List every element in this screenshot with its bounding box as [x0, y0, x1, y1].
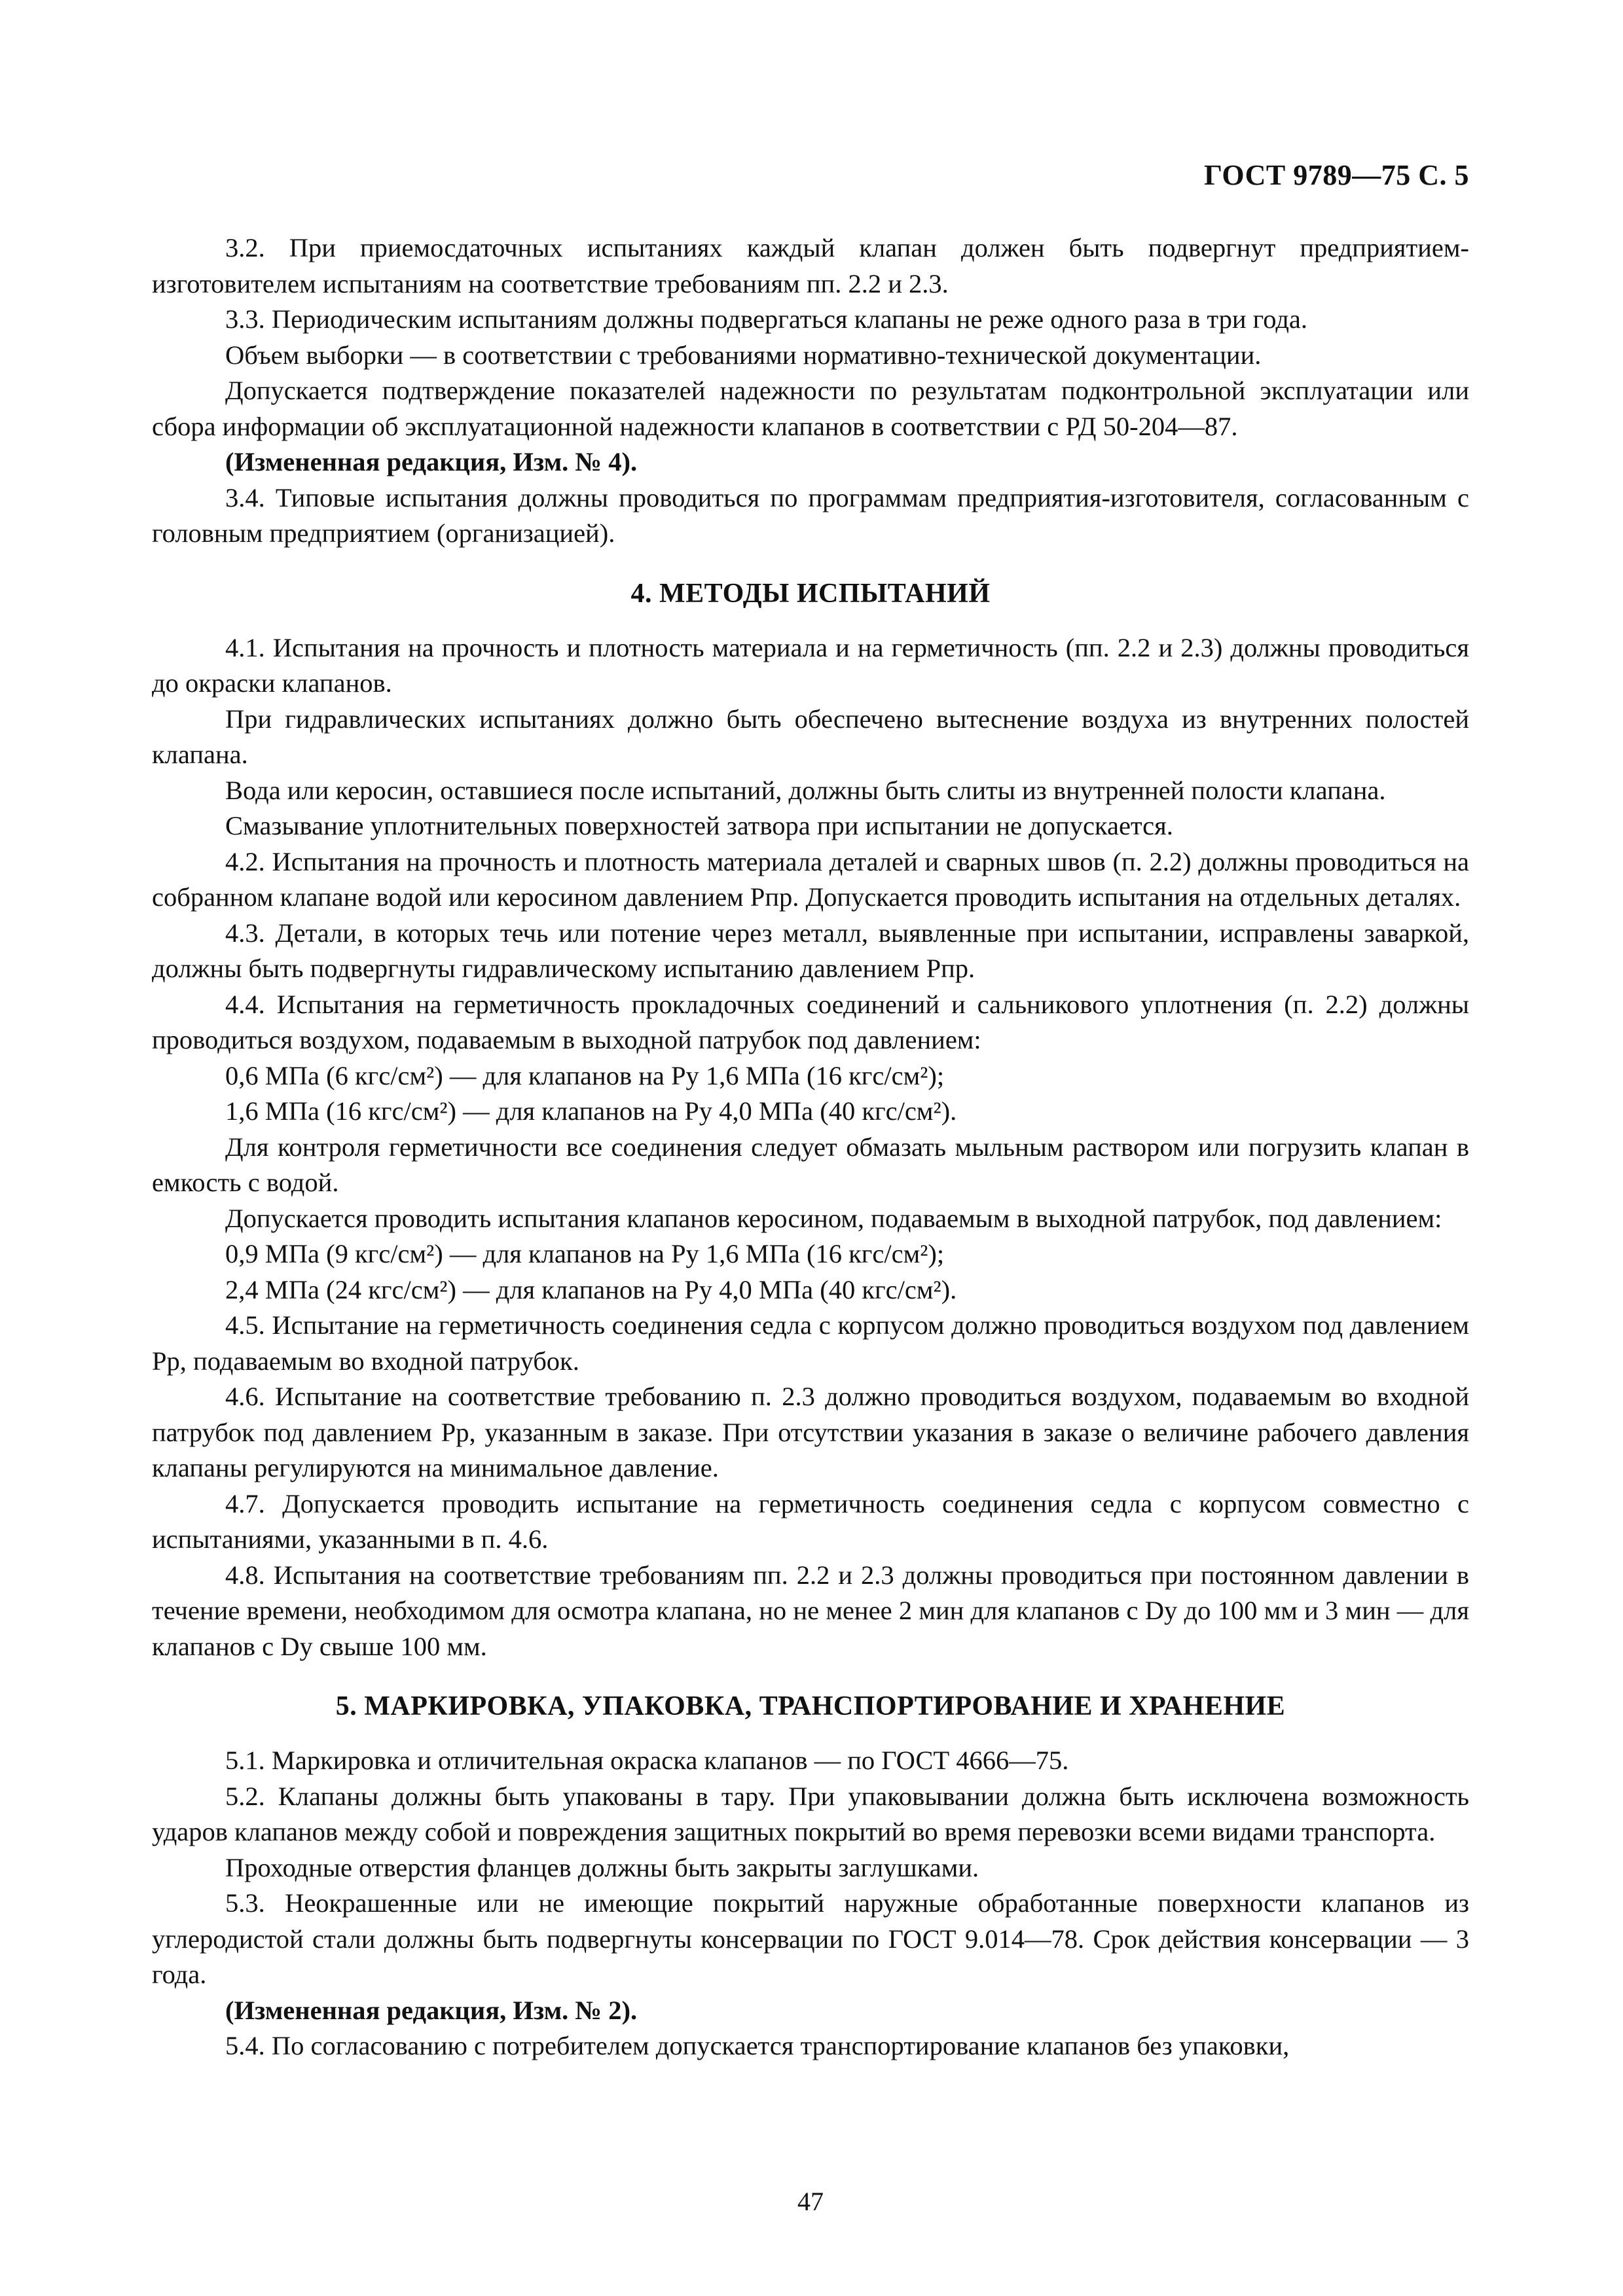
paragraph-4-4-kerosene: Допускается проводить испытания клапанов керосином, подаваемым в выходной патрубок, под давлением:	[225, 1203, 1442, 1233]
paragraph-4-1-air: При гидравлических испытаниях должно быть обеспечено вытеснение воздуха из внутренних полостей клапана.	[152, 704, 1469, 769]
paragraph-4-1-lubrication: Смазывание уплотнительных поверхностей затвора при испытании не допускается.	[225, 811, 1173, 840]
paragraph-4-7: 4.7. Допускается проводить испытание на герметичность соединения седла с корпусом совместно с испытаниями, указанными в п. 4.6.	[152, 1488, 1469, 1554]
paragraph-4-4-pressure-1: 0,6 МПа (6 кгс/см²) — для клапанов на Pу 1,6 МПа (16 кгс/см²);	[225, 1060, 945, 1090]
paragraph-3-4: 3.4. Типовые испытания должны проводиться по программам предприятия-изготовителя, согласованным с головным предприятием (организацией).	[152, 482, 1469, 548]
paragraph-4-4-control: Для контроля герметичности все соединения следует обмазать мыльным раствором или погрузить клапан в емкость с водой.	[152, 1132, 1469, 1197]
document-page	[152, 0, 1469, 2296]
paragraph-5-2-plugs: Проходные отверстия фланцев должны быть закрыты заглушками.	[225, 1852, 979, 1882]
section-5-title: 5. МАРКИРОВКА, УПАКОВКА, ТРАНСПОРТИРОВАНИЕ И ХРАНЕНИЕ	[335, 1691, 1286, 1721]
paragraph-4-3: 4.3. Детали, в которых течь или потение через металл, выявленные при испытании, исправлены заваркой, должны быть подвергнуты гидравлическому испытанию давлением Pпр.	[152, 918, 1469, 983]
paragraph-5-2: 5.2. Клапаны должны быть упакованы в тару. При упаковывании должна быть исключена возможность ударов клапанов между собой и повреждения защитных покрытий во время перевозки всеми видами транспорта.	[152, 1781, 1469, 1846]
paragraph-4-2: 4.2. Испытания на прочность и плотность материала деталей и сварных швов (п. 2.2) должны проводиться на собранном клапане водой или керосином давлением Pпр. Допускается проводить испытания на отдельных деталях.	[152, 846, 1469, 912]
paragraph-4-6: 4.6. Испытание на соответствие требованию п. 2.3 должно проводиться воздухом, подаваемым во входной патрубок под давлением Pр, указанным в заказе. При отсутствии указания в заказе о величине рабочего давления клапаны регулируются на минимальное давление.	[152, 1382, 1469, 1482]
paragraph-4-4-pressure-2: 1,6 МПа (16 кгс/см²) — для клапанов на Pу 4,0 МПа (40 кгс/см²).	[225, 1096, 957, 1126]
paragraph-5-1: 5.1. Маркировка и отличительная окраска клапанов — по ГОСТ 4666—75.	[225, 1746, 1069, 1775]
paragraph-3-3-sample: Объем выборки — в соответствии с требованиями нормативно-технической документации.	[225, 340, 1262, 370]
page-number: 47	[797, 2187, 824, 2216]
paragraph-4-5: 4.5. Испытание на герметичность соединения седла с корпусом должно проводиться воздухом под давлением Pр, подаваемым во входной патрубок.	[152, 1310, 1469, 1376]
paragraph-5-4: 5.4. По согласованию с потребителем допускается транспортирование клапанов без упаковки,	[225, 2031, 1290, 2060]
page-header: ГОСТ 9789—75 С. 5	[1203, 159, 1469, 191]
paragraph-4-8: 4.8. Испытания на соответствие требованиям пп. 2.2 и 2.3 должны проводиться при постоянном давлении в течение времени, необходимом для осмотра клапана, но не менее 2 мин для клапанов с Dу до 100 мм и 3 мин — для клапанов с Dу свыше 100 мм.	[152, 1560, 1469, 1661]
paragraph-3-3: 3.3. Периодическим испытаниям должны подвергаться клапаны не реже одного раза в три года.	[225, 304, 1308, 334]
section-4-title: 4. МЕТОДЫ ИСПЫТАНИЙ	[630, 578, 991, 609]
revision-note-2: (Измененная редакция, Изм. № 2).	[225, 1995, 638, 2025]
paragraph-4-1: 4.1. Испытания на прочность и плотность материала и на герметичность (пп. 2.2 и 2.3) должны проводиться до окраски клапанов.	[152, 632, 1469, 698]
page-content	[152, 230, 1469, 2064]
paragraph-4-4-pressure-4: 2,4 МПа (24 кгс/см²) — для клапанов на Pу 4,0 МПа (40 кгс/см²).	[225, 1274, 957, 1304]
revision-note-4: (Измененная редакция, Изм. № 4).	[225, 447, 638, 476]
paragraph-3-3-reliability: Допускается подтверждение показателей надежности по результатам подконтрольной эксплуатации или сбора информации об эксплуатационной надежности клапанов в соответствии с РД 50-204—87.	[152, 376, 1469, 441]
paragraph-5-3: 5.3. Неокрашенные или не имеющие покрытий наружные обработанные поверхности клапанов из углеродистой стали должны быть подвергнуты консервации по ГОСТ 9.014—78. Срок действия консервации — 3 года.	[152, 1888, 1469, 1989]
paragraph-3-2: 3.2. При приемосдаточных испытаниях каждый клапан должен быть подвергнут предприятием-изготовителем испытаниям на соответствие требованиям пп. 2.2 и 2.3.	[152, 233, 1469, 298]
paragraph-4-4-pressure-3: 0,9 МПа (9 кгс/см²) — для клапанов на Pу 1,6 МПа (16 кгс/см²);	[225, 1239, 945, 1268]
paragraph-4-4: 4.4. Испытания на герметичность прокладочных соединений и сальникового уплотнения (п. 2.2) должны проводиться воздухом, подаваемым в выходной патрубок под давлением:	[152, 989, 1469, 1054]
paragraph-4-1-drain: Вода или керосин, оставшиеся после испытаний, должны быть слиты из внутренней полости клапана.	[225, 775, 1386, 805]
